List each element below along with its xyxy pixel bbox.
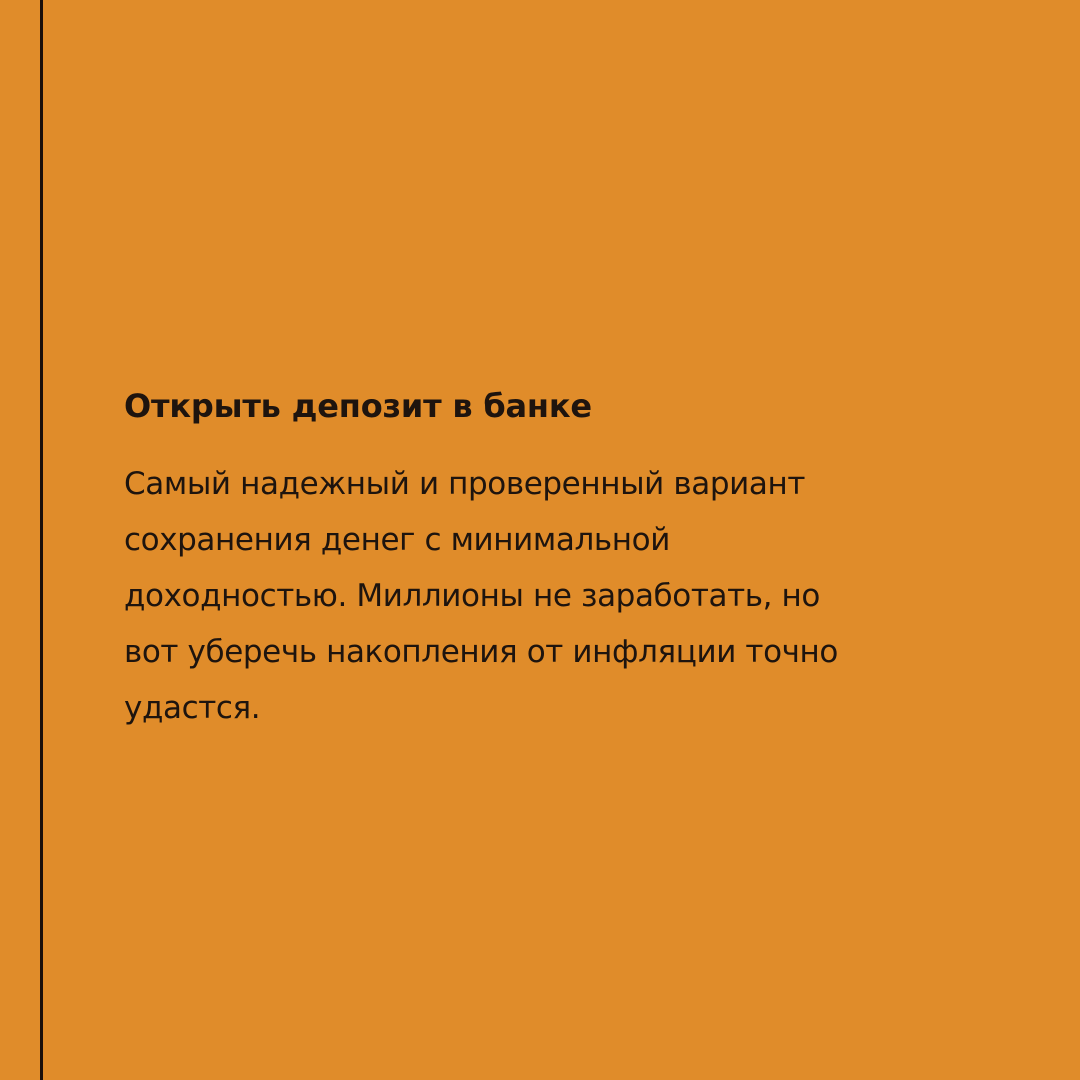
- text-block: [124, 380, 944, 736]
- slide-heading: Открыть депозит в банке: [124, 387, 592, 425]
- vertical-accent-line: [40, 0, 43, 1080]
- slide-body-text: Самый надежный и проверенный вариант сохранения денег с минимальной доходностью. Миллионы не заработать, но вот уберечь накопления от инфляции точно удастся.: [124, 466, 838, 726]
